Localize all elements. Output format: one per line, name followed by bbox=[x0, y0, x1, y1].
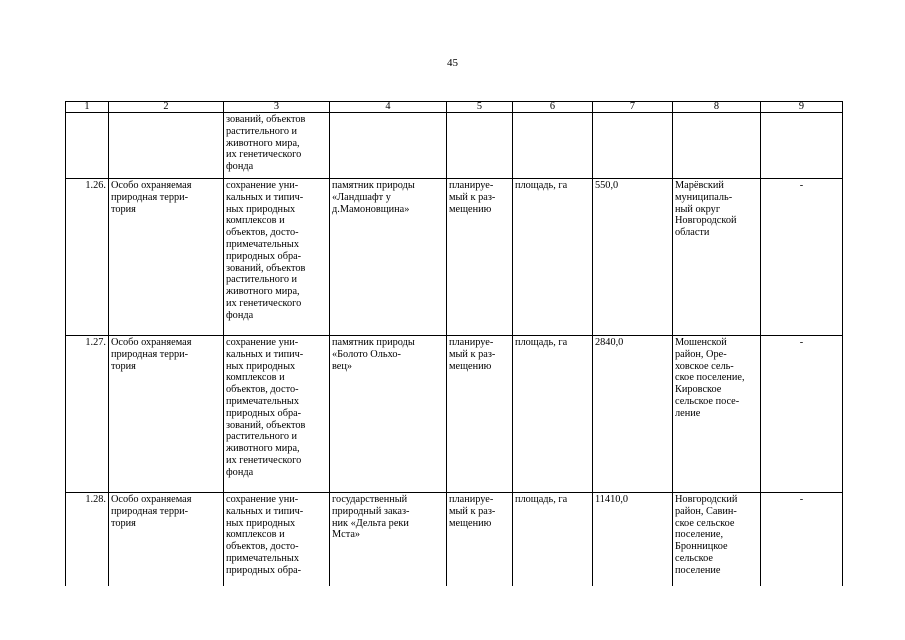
table-row bbox=[66, 336, 843, 493]
cell-number: 1.28. bbox=[66, 493, 109, 587]
cell-status: планируе- мый к раз- мещению bbox=[447, 493, 513, 587]
cell-status: планируе- мый к раз- мещению bbox=[447, 336, 513, 493]
cell-location bbox=[673, 113, 761, 179]
page-number: 45 bbox=[447, 57, 458, 69]
column-header: 9 bbox=[761, 102, 843, 113]
cell-zone bbox=[761, 113, 843, 179]
cell-purpose: зований, объектов растительного и животного мира, их генетического фонда bbox=[224, 113, 330, 179]
cell-param: площадь, га bbox=[513, 336, 593, 493]
cell-purpose: сохранение уни- кальных и типич- ных природных комплексов и объектов, досто- примечательных природных обра- зований, объектов растительного и животного мира, их генетического фонда bbox=[224, 179, 330, 336]
column-header: 6 bbox=[513, 102, 593, 113]
header-row bbox=[66, 102, 843, 113]
cell-param bbox=[513, 113, 593, 179]
cell-purpose: сохранение уни- кальных и типич- ных природных комплексов и объектов, досто- примечательных природных обра- зований, объектов растительного и животного мира, их генетического фонда bbox=[224, 336, 330, 493]
cell-zone: - bbox=[761, 493, 843, 587]
cell-location: Марёвский муниципаль- ный округ Новгородской области bbox=[673, 179, 761, 336]
cell-param: площадь, га bbox=[513, 179, 593, 336]
cell-location: Мошенской район, Оре- ховское сель- ское поселение, Кировское сельское посе- ление bbox=[673, 336, 761, 493]
cell-location: Новгородский район, Савин- ское сельское поселение, Бронницкое сельское поселение bbox=[673, 493, 761, 587]
cell-value: 2840,0 bbox=[593, 336, 673, 493]
cell-value bbox=[593, 113, 673, 179]
column-header: 5 bbox=[447, 102, 513, 113]
column-header: 1 bbox=[66, 102, 109, 113]
cell-name: памятник природы «Болото Ольхо- вец» bbox=[330, 336, 447, 493]
cell-zone: - bbox=[761, 179, 843, 336]
cell-type: Особо охраняемая природная терри- тория bbox=[109, 336, 224, 493]
cell-status bbox=[447, 113, 513, 179]
column-header: 7 bbox=[593, 102, 673, 113]
cell-number: 1.27. bbox=[66, 336, 109, 493]
table-row bbox=[66, 179, 843, 336]
cell-type: Особо охраняемая природная терри- тория bbox=[109, 179, 224, 336]
column-header: 3 bbox=[224, 102, 330, 113]
table-row bbox=[66, 493, 843, 587]
column-header: 4 bbox=[330, 102, 447, 113]
cell-zone: - bbox=[761, 336, 843, 493]
cell-type bbox=[109, 113, 224, 179]
cell-type: Особо охраняемая природная терри- тория bbox=[109, 493, 224, 587]
cell-status: планируе- мый к раз- мещению bbox=[447, 179, 513, 336]
cell-name: государственный природный заказ- ник «Дельта реки Мста» bbox=[330, 493, 447, 587]
column-header: 8 bbox=[673, 102, 761, 113]
cell-number: 1.26. bbox=[66, 179, 109, 336]
data-table bbox=[65, 101, 843, 586]
cell-value: 550,0 bbox=[593, 179, 673, 336]
cell-value: 11410,0 bbox=[593, 493, 673, 587]
column-header: 2 bbox=[109, 102, 224, 113]
cell-purpose: сохранение уни- кальных и типич- ных природных комплексов и объектов, досто- примечательных природных обра- bbox=[224, 493, 330, 587]
cell-number bbox=[66, 113, 109, 179]
cell-name bbox=[330, 113, 447, 179]
cell-name: памятник природы «Ландшафт у д.Мамоновщина» bbox=[330, 179, 447, 336]
cell-param: площадь, га bbox=[513, 493, 593, 587]
table-row-continuation bbox=[66, 113, 843, 179]
